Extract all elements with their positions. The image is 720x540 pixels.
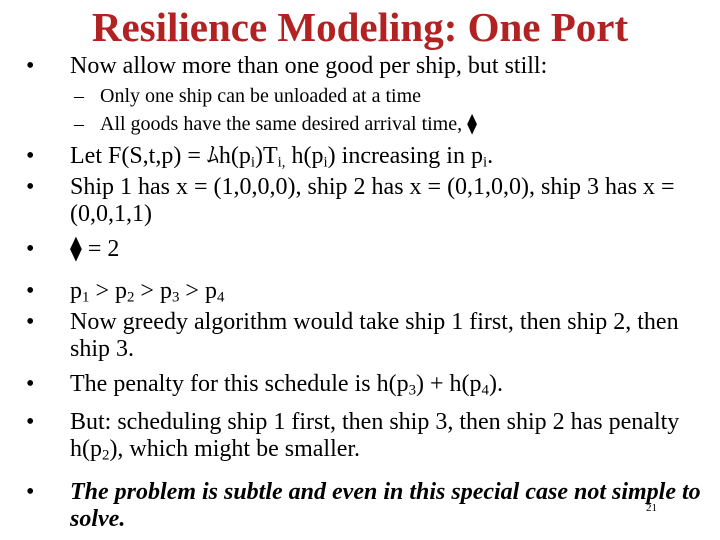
- sub-bullet-text: All goods have the same desired arrival time, ⧫: [100, 113, 477, 135]
- diamond-symbol: ⧫: [70, 236, 82, 262]
- bullet-dot: •: [26, 53, 35, 79]
- bullet-text: The penalty for this schedule is $h(p_3) + h(p_4)$.: [70, 371, 503, 399]
- bullet-text: ⧫ = 2: [70, 236, 120, 262]
- bullet-text: Now greedy algorithm would take ship 1 first, then ship 2, then ship 3.: [70, 309, 679, 362]
- bullet-text: Now allow more than one good per ship, but still:: [70, 53, 548, 79]
- bullet-dot: •: [26, 479, 35, 505]
- bullet-text: But: scheduling ship 1 first, then ship 3, then ship 2 has penalty $h(p_2)$, which might be smaller.: [70, 409, 680, 464]
- bullet-text: $p_1 > p_2 > p_3 > p_4$: [70, 278, 225, 306]
- bullet-text: Let F(S,t,p) = ﾑ$h(p_i)T_{i,}$ $h(p_i)$ increasing in $p_i$.: [70, 143, 494, 171]
- diamond-symbol: ⧫: [467, 113, 477, 135]
- bullet-text-emphasis: The problem is subtle and even in this special case not simple to solve.: [70, 479, 701, 532]
- sub-bullet-dash: –: [74, 113, 84, 135]
- bullet-dot: •: [26, 143, 35, 169]
- bullet-dot: •: [26, 409, 35, 435]
- sub-bullet-text: Only one ship can be unloaded at a time: [100, 85, 422, 107]
- bullet-dot: •: [26, 174, 35, 200]
- page-number: 21: [646, 502, 657, 514]
- sum-symbol: ﾑ: [206, 143, 219, 169]
- bullet-dot: •: [26, 278, 35, 304]
- sub-bullet-dash: –: [74, 85, 84, 107]
- slide-title: Resilience Modeling: One Port: [91, 4, 629, 50]
- bullet-dot: •: [26, 371, 35, 397]
- bullet-dot: •: [26, 236, 35, 262]
- bullet-text: Ship 1 has x = (1,0,0,0), ship 2 has x = (0,1,0,0), ship 3 has x = (0,0,1,1): [70, 174, 675, 227]
- bullet-dot: •: [26, 309, 35, 335]
